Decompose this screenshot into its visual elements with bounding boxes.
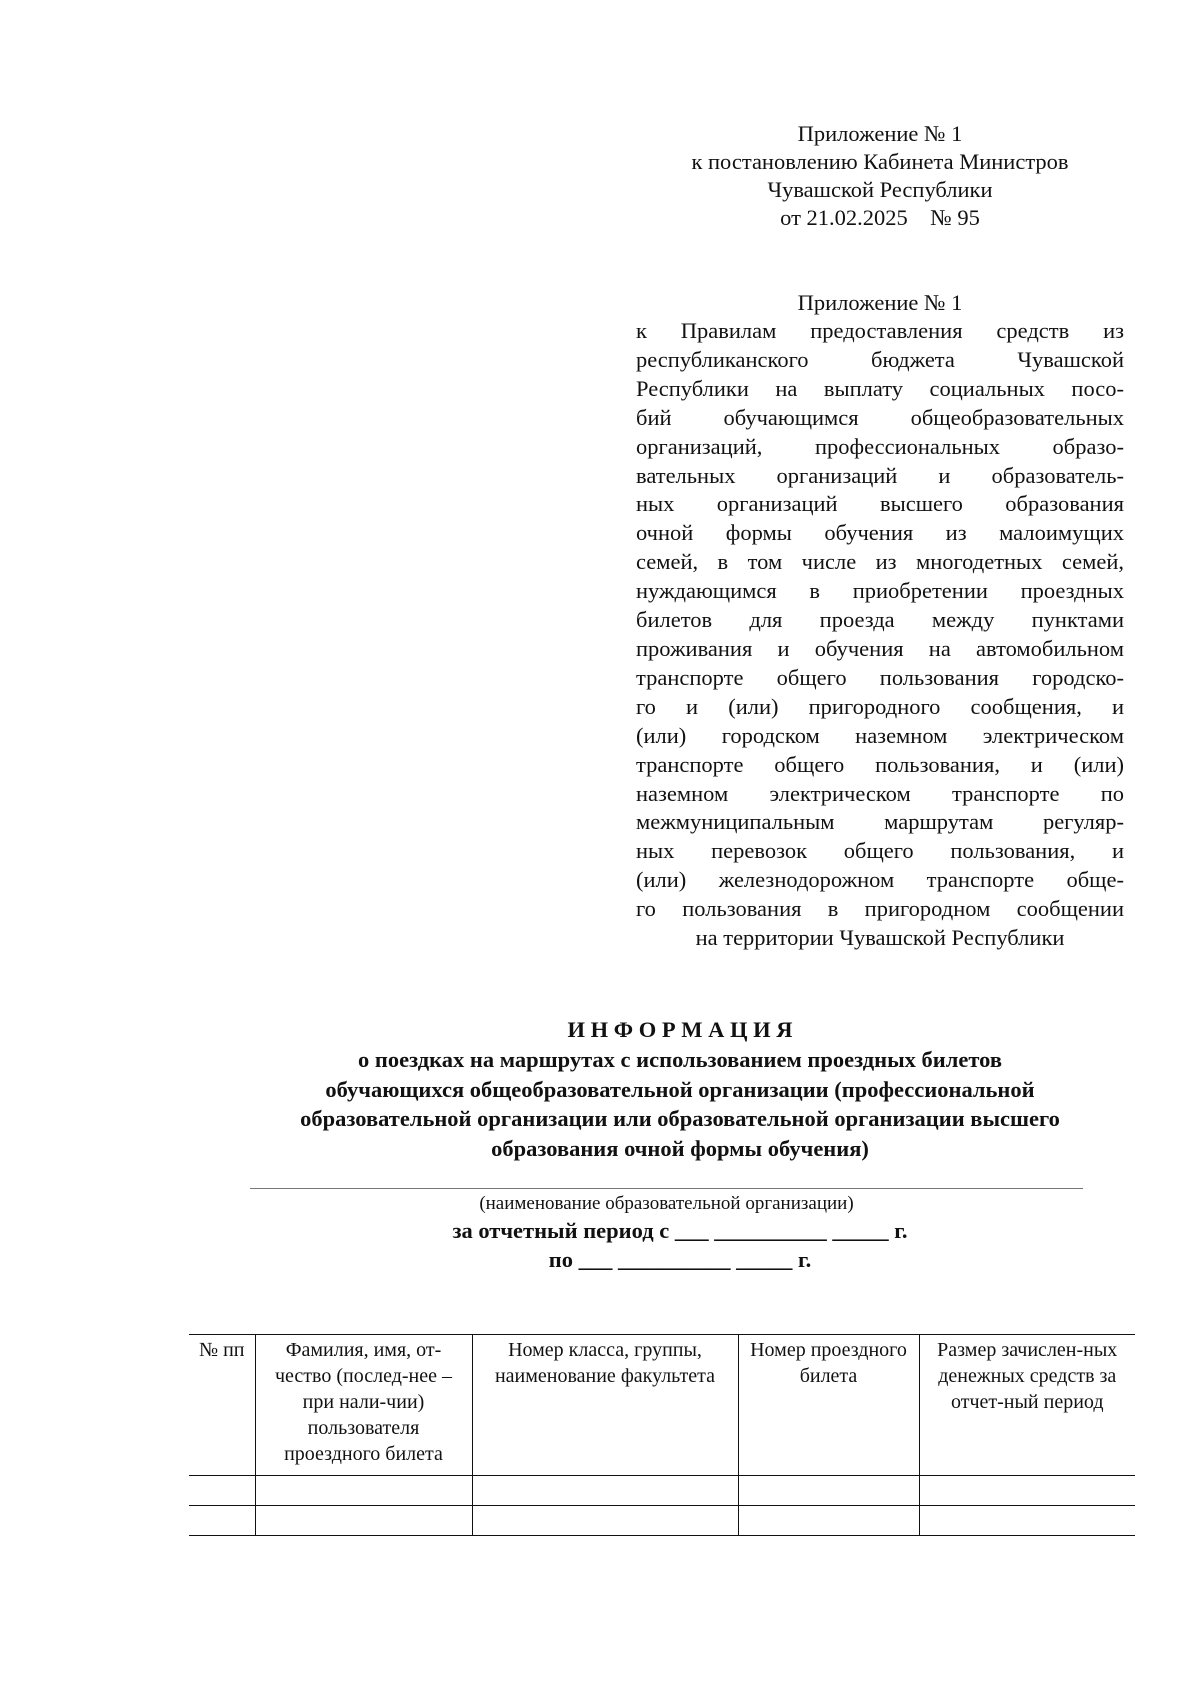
appendix-line: от 21.02.2025 № 95 [780, 205, 980, 230]
col-amount: Размер зачислен-ных денежных средств за отчет-ный период [919, 1335, 1135, 1476]
col-number: № пп [199, 1339, 245, 1361]
rules-text-line: республиканского бюджета Чувашской [636, 346, 1124, 372]
table-cell [919, 1506, 1135, 1536]
document-title: И Н Ф О Р М А Ц И Я [567, 1017, 793, 1042]
appendix-line: Приложение № 1 [797, 121, 963, 146]
rules-text-line: проживания и обучения на автомобильном [636, 635, 1124, 661]
table-cell [738, 1506, 919, 1536]
col-full-name: Фамилия, имя, от-чество (послед-нее – при нали-чии) пользователя проездного билета [255, 1335, 472, 1476]
rules-text-line: транспорте общего пользования городско- [636, 664, 1124, 690]
subtitle-line: обучающихся общеобразовательной организации (профессиональной [325, 1076, 1035, 1102]
table-cell [189, 1506, 255, 1536]
table-cell [255, 1476, 472, 1506]
table-row [189, 1476, 1135, 1506]
rules-text-line: семей, в том числе из многодетных семей, [636, 549, 1124, 575]
table-cell [919, 1476, 1135, 1506]
rules-text-line: билетов для проезда между пунктами [636, 607, 1124, 633]
rules-text-line: межмуниципальным маршрутам регуляр- [636, 809, 1124, 835]
rules-text-last-line: на территории Чувашской Республики [695, 925, 1065, 951]
rules-text-line: транспорте общего пользования, и (или) [636, 751, 1124, 777]
rules-text-line: ных организаций высшего образования [636, 491, 1124, 517]
rules-text-line: к Правилам предоставления средств из [636, 318, 1124, 343]
rules-appendix-text [636, 317, 1124, 953]
table-cell [255, 1506, 472, 1536]
table-cell [738, 1476, 919, 1506]
col-ticket-number: Номер проездного билета [738, 1335, 919, 1476]
org-name-line [250, 1188, 1083, 1189]
rules-text-line: ных перевозок общего пользования, и [636, 838, 1124, 864]
rules-appendix-heading: Приложение № 1 [797, 290, 963, 315]
rules-text-line: (или) железнодорожном транспорте обще- [636, 867, 1124, 893]
rules-text-line: организаций, профессиональных образо- [636, 433, 1124, 459]
trips-table [189, 1334, 1135, 1536]
table-header-row [189, 1335, 1135, 1476]
table-cell [189, 1476, 255, 1506]
rules-text-line: нуждающимся в приобретении проездных [636, 578, 1124, 604]
subtitle-line: образовательной организации или образовательной организации высшего [300, 1106, 1060, 1131]
subtitle-line: о поездках на маршрутах с использованием проездных билетов [358, 1047, 1002, 1072]
table-row [189, 1506, 1135, 1536]
document-subtitle [180, 1045, 1180, 1163]
appendix-line: Чувашской Республики [767, 177, 993, 202]
rules-text-line: го пользования в пригородном сообщении [636, 896, 1124, 922]
table-cell [472, 1506, 738, 1536]
rules-text-line: го и (или) пригородного сообщения, и [636, 693, 1124, 719]
table-cell [472, 1476, 738, 1506]
appendix-header [640, 120, 1120, 232]
appendix-line: к постановлению Кабинета Министров [691, 149, 1069, 174]
subtitle-line: образования очной формы обучения) [491, 1135, 869, 1161]
rules-text-line: наземном электрическом транспорте по [636, 780, 1124, 806]
rules-text-line: вательных организаций и образователь- [636, 462, 1124, 488]
org-name-caption: (наименование образовательной организации) [479, 1193, 854, 1214]
col-class-group: Номер класса, группы, наименование факультета [472, 1335, 738, 1476]
period-to: по ___ __________ _____ г. [548, 1247, 812, 1272]
rules-text-line: (или) городском наземном электрическом [636, 722, 1124, 748]
rules-text-line: бий обучающимся общеобразовательных [636, 404, 1124, 430]
period-from: за отчетный период с ___ __________ _____ г. [452, 1218, 908, 1243]
rules-text-line: Республики на выплату социальных посо- [636, 375, 1124, 401]
rules-text-line: очной формы обучения из малоимущих [636, 520, 1124, 546]
